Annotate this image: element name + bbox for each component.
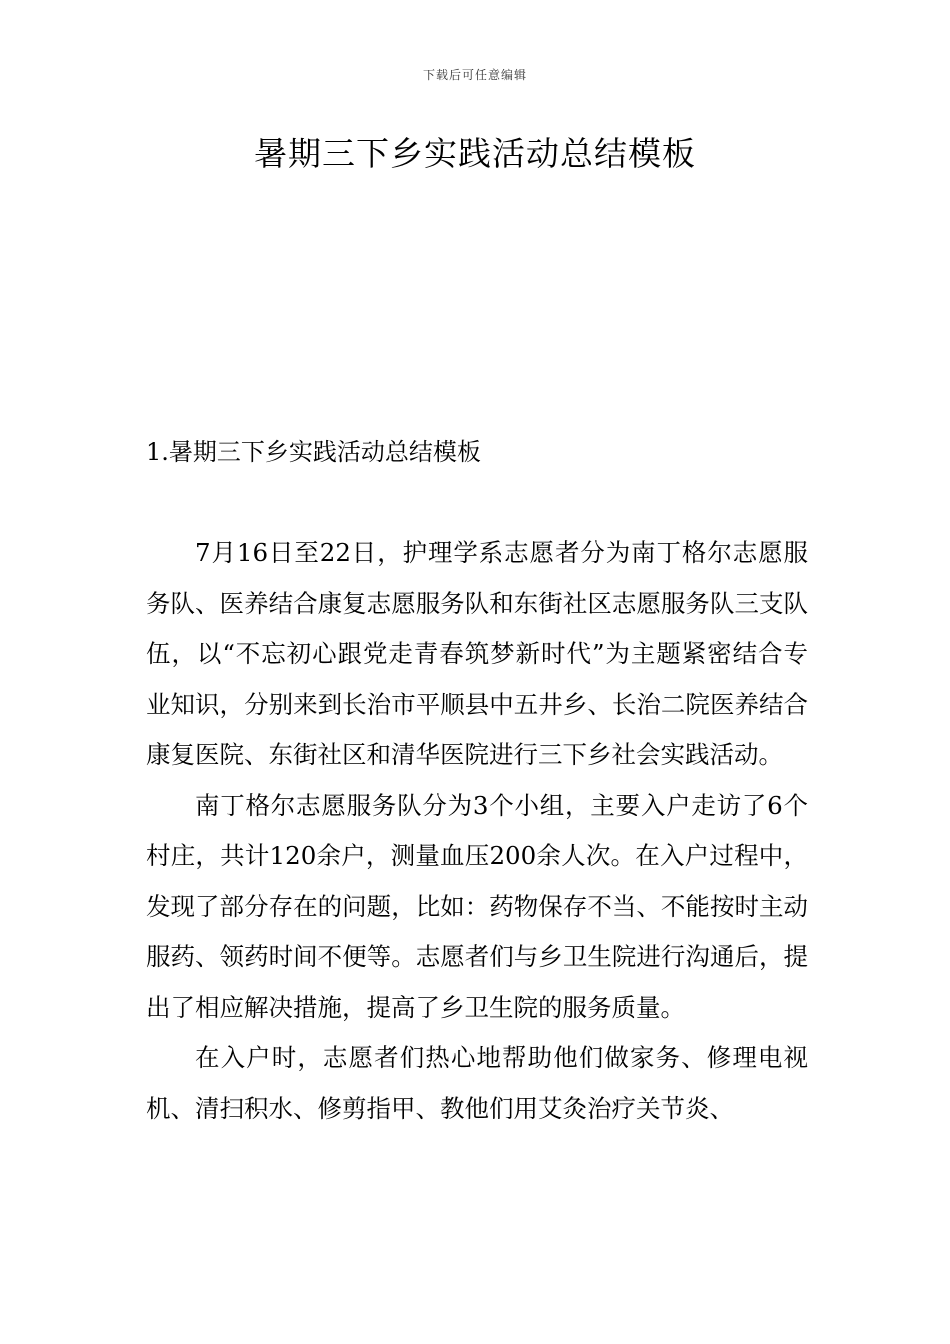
- document-body: [146, 528, 808, 1134]
- document-title: 暑期三下乡实践活动总结模板: [254, 134, 696, 173]
- page-header-note: 下载后可任意编辑: [422, 68, 527, 82]
- paragraph: 在入户时，志愿者们热心地帮助他们做家务、修理电视机、清扫积水、修剪指甲、教他们用艾灸治疗关节炎、: [146, 1043, 808, 1123]
- section-heading: 1.暑期三下乡实践活动总结模板: [146, 438, 481, 466]
- paragraph: 南丁格尔志愿服务队分为3个小组，主要入户走访了6个村庄，共计120余户，测量血压200余人次。在入户过程中，发现了部分存在的问题，比如：药物保存不当、不能按时主动服药、领药时间不便等。志愿者们与乡卫生院进行沟通后，提出了相应解决措施，提高了乡卫生院的服务质量。: [146, 790, 808, 1022]
- paragraph: 7月16日至22日，护理学系志愿者分为南丁格尔志愿服务队、医养结合康复志愿服务队和东街社区志愿服务队三支队伍，以“不忘初心跟党走青春筑梦新时代”为主题紧密结合专业知识，分别来到长治市平顺县中五井乡、长治二院医养结合康复医院、东街社区和清华医院进行三下乡社会实践活动。: [146, 538, 808, 769]
